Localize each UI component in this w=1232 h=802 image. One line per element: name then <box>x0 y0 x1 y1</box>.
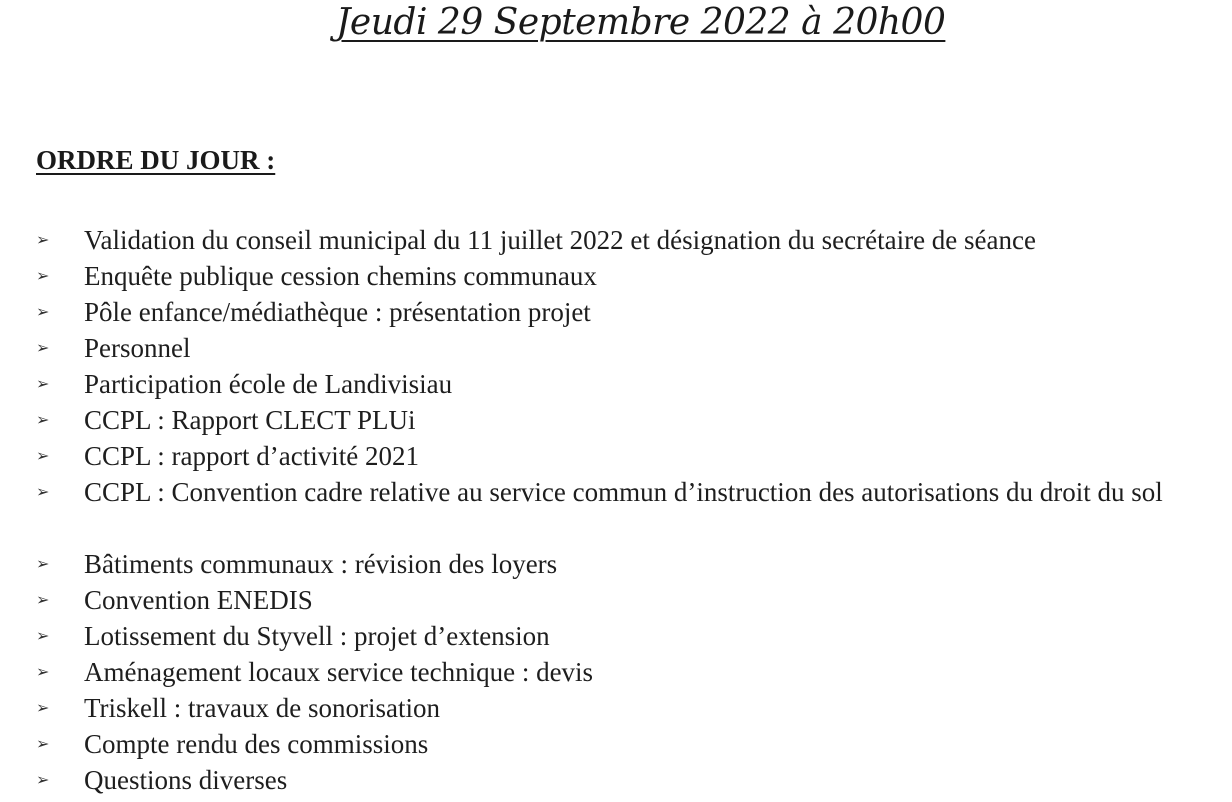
arrow-bullet-icon: ➢ <box>36 448 50 465</box>
agenda-item <box>36 402 1226 438</box>
arrow-bullet-icon: ➢ <box>36 304 50 321</box>
agenda-item-text: CCPL : rapport d’activité 2021 <box>84 441 419 471</box>
agenda-item <box>36 438 1226 474</box>
agenda-item <box>36 762 1226 798</box>
agenda-item-text: Pôle enfance/médiathèque : présentation projet <box>84 297 591 327</box>
arrow-bullet-icon: ➢ <box>36 772 50 789</box>
arrow-bullet-icon: ➢ <box>36 232 50 249</box>
agenda-item-text: Personnel <box>84 333 191 363</box>
agenda-item-text: Bâtiments communaux : révision des loyers <box>84 549 558 579</box>
agenda-item-text: Validation du conseil municipal du 11 juillet 2022 et désignation du secrétaire de séance <box>84 225 1036 255</box>
agenda-item <box>36 474 1226 546</box>
agenda-item <box>36 366 1226 402</box>
agenda-item-text: CCPL : Convention cadre relative au service commun d’instruction des autorisations du droit du sol <box>84 477 1163 507</box>
arrow-bullet-icon: ➢ <box>36 484 50 501</box>
arrow-bullet-icon: ➢ <box>36 700 50 717</box>
agenda-item-text: Aménagement locaux service technique : devis <box>84 657 594 687</box>
agenda-item <box>36 618 1226 654</box>
agenda-list <box>36 222 1226 798</box>
agenda-item <box>36 654 1226 690</box>
agenda-item <box>36 258 1226 294</box>
agenda-item <box>36 582 1226 618</box>
agenda-item-text: Enquête publique cession chemins communaux <box>84 261 597 291</box>
arrow-bullet-icon: ➢ <box>36 268 50 285</box>
agenda-item-text: Participation école de Landivisiau <box>84 369 453 399</box>
agenda-item <box>36 222 1226 258</box>
agenda-item-text: Questions diverses <box>84 765 288 795</box>
arrow-bullet-icon: ➢ <box>36 592 50 609</box>
agenda-item-text: Triskell : travaux de sonorisation <box>84 693 440 723</box>
agenda-item <box>36 294 1226 330</box>
agenda-item <box>36 726 1226 762</box>
agenda-item <box>36 690 1226 726</box>
arrow-bullet-icon: ➢ <box>36 628 50 645</box>
meeting-date-heading: Jeudi 29 Septembre 2022 à 20h00 <box>336 2 946 43</box>
arrow-bullet-icon: ➢ <box>36 412 50 429</box>
agenda-item <box>36 546 1226 582</box>
arrow-bullet-icon: ➢ <box>36 736 50 753</box>
agenda-item-text: Convention ENEDIS <box>84 585 313 615</box>
arrow-bullet-icon: ➢ <box>36 556 50 573</box>
arrow-bullet-icon: ➢ <box>36 664 50 681</box>
agenda-heading: ORDRE DU JOUR : <box>36 145 276 175</box>
agenda-item-text: Lotissement du Styvell : projet d’extension <box>84 621 550 651</box>
agenda-item-text: Compte rendu des commissions <box>84 729 429 759</box>
arrow-bullet-icon: ➢ <box>36 340 50 357</box>
agenda-item <box>36 330 1226 366</box>
arrow-bullet-icon: ➢ <box>36 376 50 393</box>
agenda-item-text: CCPL : Rapport CLECT PLUi <box>84 405 416 435</box>
